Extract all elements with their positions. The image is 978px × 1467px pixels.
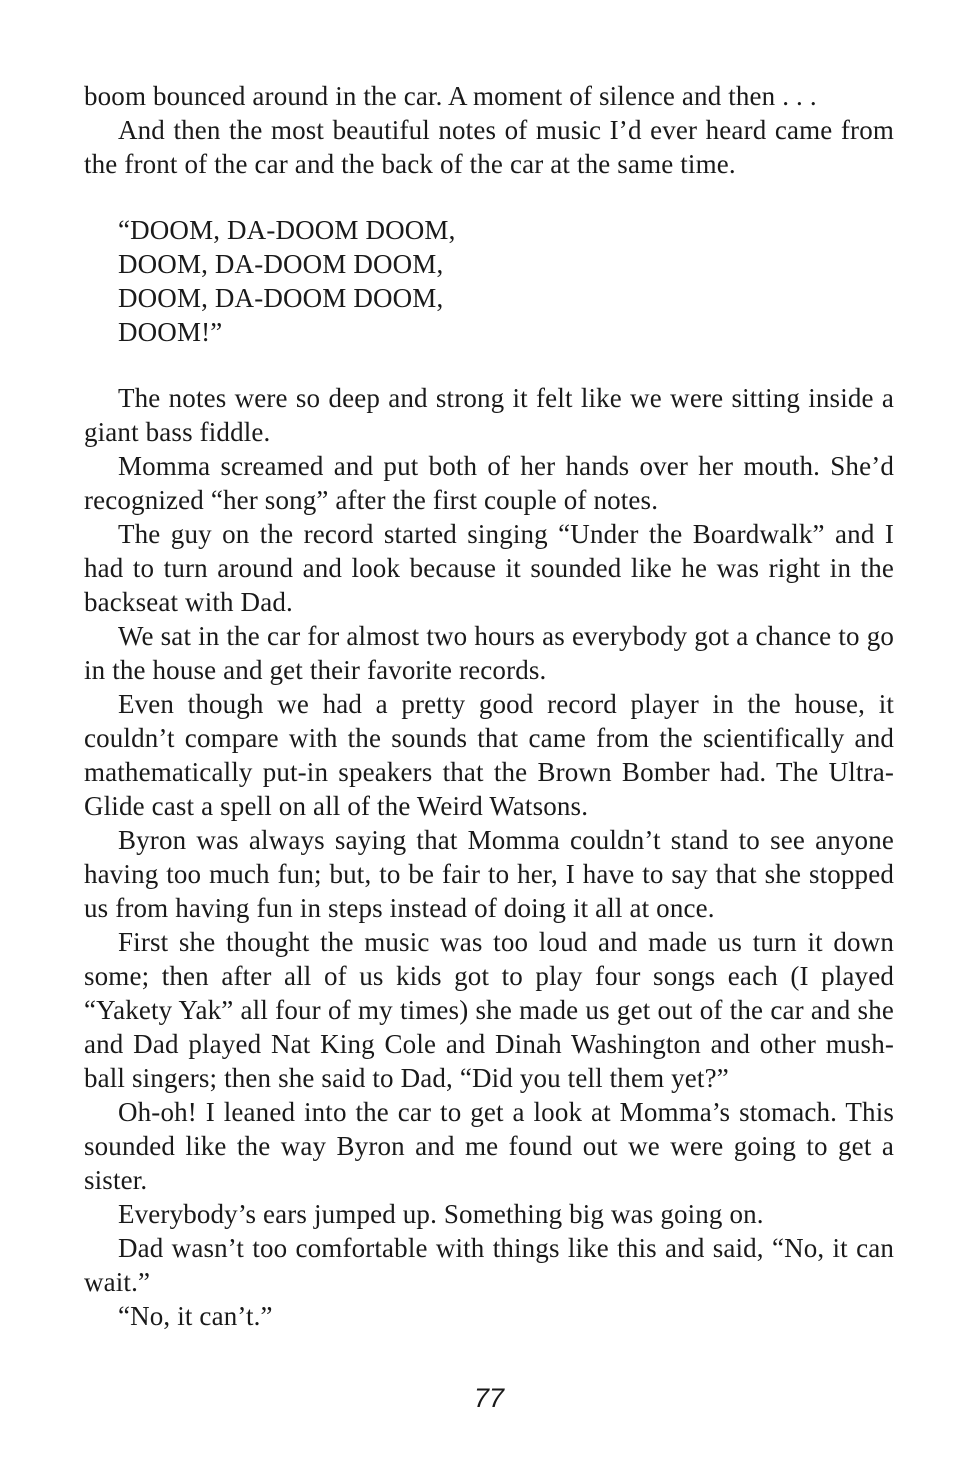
paragraph: Momma screamed and put both of her hands over her mouth. She’d recognized “her song” after the first couple of notes. [84, 451, 894, 515]
page-number: 77 [473, 1383, 505, 1413]
paragraph: Byron was always saying that Momma couldn’t stand to see anyone having too much fun; but, to be fair to her, I have to say that she stopped us from having fun in steps instead of doing it all at once. [84, 825, 894, 923]
paragraph: boom bounced around in the car. A moment of silence and then . . . [84, 81, 817, 111]
paragraph: First she thought the music was too loud and made us turn it down some; then after all of us kids got to play four songs each (I played “Yakety Yak” all four of my times) she made us get out of the car and she and Dad played Nat King Cole and Dinah Washington and other mush-ball singers; then she said to Dad, “Did you tell them yet?” [84, 927, 894, 1093]
paragraph: “No, it can’t.” [118, 1301, 273, 1331]
paragraph: The notes were so deep and strong it felt like we were sitting inside a giant bass fiddle. [84, 383, 894, 447]
paragraph: Even though we had a pretty good record player in the house, it couldn’t compare with the sounds that came from the scientifically and mathematically put-in speakers that the Brown Bomber had. The Ultra-Glide cast a spell on all of the Weird Watsons. [84, 689, 894, 821]
lyric-line: DOOM, DA-DOOM DOOM, [118, 249, 444, 279]
paragraph: The guy on the record started singing “Under the Boardwalk” and I had to turn around and look because it sounded like he was right in the backseat with Dad. [84, 519, 894, 617]
lyric-line: DOOM, DA-DOOM DOOM, [118, 283, 444, 313]
paragraph: Dad wasn’t too comfortable with things like this and said, “No, it can wait.” [84, 1233, 894, 1297]
lyric-line: DOOM!” [118, 317, 223, 347]
paragraph: Oh-oh! I leaned into the car to get a look at Momma’s stomach. This sounded like the way Byron and me found out we were going to get a sister. [84, 1097, 894, 1195]
paragraph: And then the most beautiful notes of music I’d ever heard came from the front of the car and the back of the car at the same time. [84, 115, 894, 179]
page-body [84, 79, 894, 1333]
song-lyrics [118, 213, 894, 349]
lyric-line: “DOOM, DA-DOOM DOOM, [118, 215, 456, 245]
paragraph: We sat in the car for almost two hours as everybody got a chance to go in the house and get their favorite records. [84, 621, 894, 685]
paragraph: Everybody’s ears jumped up. Something big was going on. [118, 1199, 764, 1229]
